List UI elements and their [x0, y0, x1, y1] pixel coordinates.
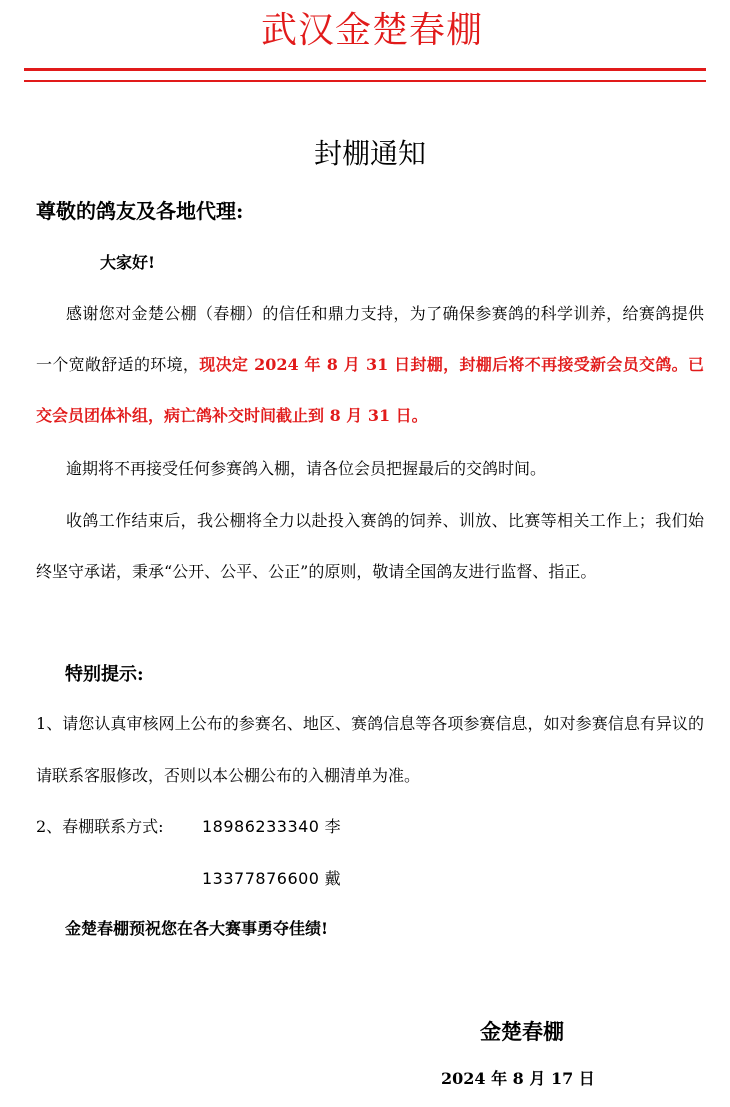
special-notice-item-1: 1、请您认真审核网上公布的参赛名、地区、赛鸽信息等各项参赛信息，如对参赛信息有异议的请联系客服修改，否则以本公棚公布的入棚清单为准。 [36, 714, 704, 785]
special-notice-heading: 特别提示: [65, 664, 144, 685]
contact-phone-1: 18986233340 [202, 817, 320, 836]
notice-title: 封棚通知 [313, 137, 426, 170]
contact-name-2: 戴 [324, 869, 341, 888]
contact-name-1: 李 [324, 817, 341, 836]
paragraph-deadline: 逾期将不再接受任何参赛鸽入棚，请各位会员把握最后的交鸽时间。 [66, 459, 547, 478]
paragraph-thanks-text: 感谢您对金楚公棚（春棚）的信任和鼎力支持，为了确保参赛鸽的科学训养，给赛鸽提供一个宽敞舒适的环境， [36, 304, 704, 374]
closing-wish: 金楚春棚预祝您在各大赛事勇夺佳绩! [65, 919, 329, 938]
header-rule-thin [24, 80, 706, 82]
issue-date: 2024 年 8 月 17 日 [441, 1069, 595, 1088]
salutation: 尊敬的鸽友及各地代理: [36, 199, 244, 223]
signature: 金楚春棚 [480, 1019, 564, 1044]
greeting: 大家好! [100, 253, 156, 272]
paragraph-thanks [36, 288, 704, 441]
contact-row-1 [36, 814, 341, 840]
org-title: 武汉金楚春棚 [260, 10, 483, 51]
closing-announcement: 现决定 2024 年 8 月 31 日封棚，封棚后将不再接受新会员交鸽。已交会员团体补组，病亡鸽补交时间截止到 8 月 31 日。 [36, 355, 704, 425]
contact-phone-2: 13377876600 [202, 869, 320, 888]
contact-row-2 [202, 866, 341, 892]
paragraph-commitment: 收鸽工作结束后，我公棚将全力以赴投入赛鸽的饲养、训放、比赛等相关工作上；我们始终坚守承诺，秉承“公开、公平、公正”的原则，敬请全国鸽友进行监督、指正。 [36, 511, 704, 581]
contact-label: 2、春棚联系方式: [36, 817, 164, 836]
header-rule-thick [24, 68, 706, 71]
